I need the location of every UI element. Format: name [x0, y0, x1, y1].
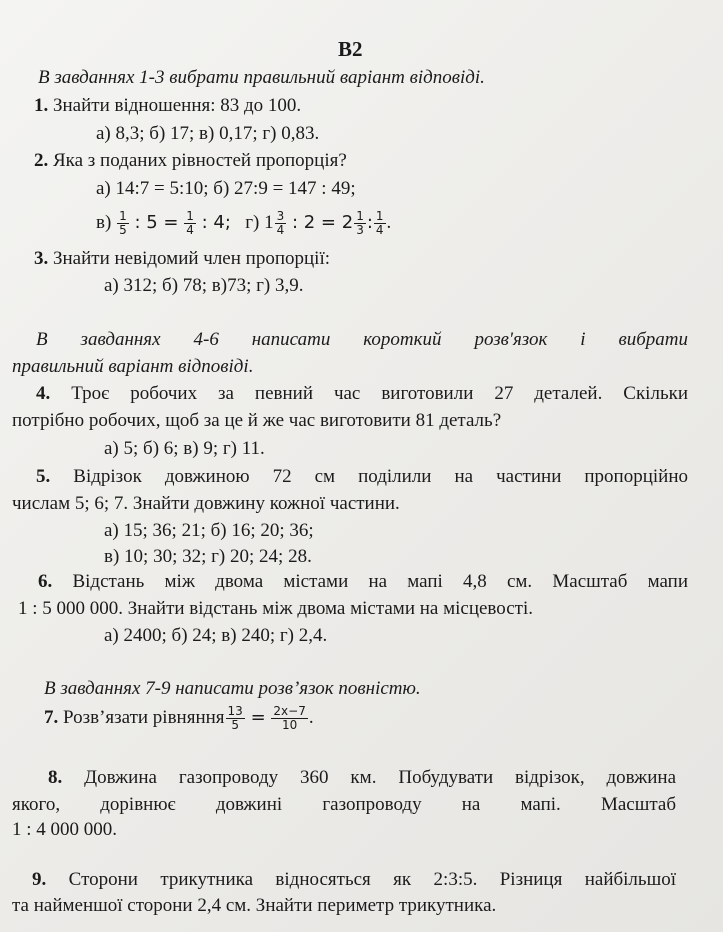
task-2-options-line1: а) 14:7 = 5:10; б) 27:9 = 147 : 49;: [96, 178, 356, 199]
option-v-fraction-2: $\frac{1}{4}$: [186, 209, 194, 238]
task-7-text: Розв’язати рівняння: [63, 707, 225, 728]
task-3: [34, 247, 330, 271]
task-4-line2: потрібно робочих, щоб за це й же час виготовити 81 деталь?: [12, 410, 502, 431]
task-3-number: 3.: [34, 248, 49, 269]
section2-instruction-line2: правильний варіант відповіді.: [12, 356, 254, 377]
option-v-fraction-1: $\frac{1}{5}$: [119, 209, 127, 238]
task-8-line1: 8. Довжина газопроводу 360 км. Побудувати відрізок, довжина: [48, 767, 676, 788]
task-4-number: 4.: [36, 383, 51, 404]
task-2-number: 2.: [34, 150, 49, 171]
section3-instruction: В завданнях 7-9 написати розв’язок повністю.: [44, 678, 421, 699]
option-v-label: в): [96, 212, 112, 233]
task-5-line1: 5. Відрізок довжиною 72 см поділили на частини пропорційно: [36, 466, 689, 487]
task-7-end: .: [308, 707, 314, 728]
option-g-middle: : 2 = 2: [291, 212, 354, 233]
task-7-equals: =: [250, 707, 266, 728]
section2-instruction-line1: В завданнях 4-6 написати короткий розв'язок і вибрати: [36, 329, 688, 350]
task-7-number: 7.: [44, 707, 59, 728]
task-1: [34, 94, 301, 118]
task-1-number: 1.: [34, 95, 49, 116]
option-v-end: : 4;: [201, 212, 231, 233]
option-g-end: .: [386, 212, 392, 233]
option-g-colon: :: [366, 212, 373, 233]
task-4-options: а) 5; б) 6; в) 9; г) 11.: [104, 438, 265, 459]
task-2: [34, 149, 347, 173]
task-8-line2: якого, дорівнює довжині газопроводу на мапі. Масштаб: [12, 794, 676, 815]
task-9-line2: та найменшої сторони 2,4 см. Знайти периметр трикутника.: [12, 895, 497, 916]
task-1-options: а) 8,3; б) 17; в) 0,17; г) 0,83.: [96, 123, 320, 144]
task-6-line2: 1 : 5 000 000. Знайти відстань між двома містами на місцевості.: [18, 598, 534, 619]
task-1-question: Знайти відношення: 83 до 100.: [53, 95, 302, 116]
option-g-fraction-1: $\frac{3}{4}$: [276, 209, 285, 238]
task-6-options: а) 2400; б) 24; в) 240; г) 2,4.: [104, 625, 328, 646]
task-5-options-line2: в) 10; 30; 32; г) 20; 24; 28.: [104, 546, 312, 567]
task-9-line1: 9. Сторони трикутника відносяться як 2:3:5. Різниця найбільшої: [32, 869, 676, 890]
option-g-fraction-3: $\frac{1}{4}$: [375, 209, 384, 238]
task-7-fraction-right: $\frac{2x-7}{10}$: [273, 704, 306, 733]
task-4-line1: 4. Троє робочих за певний час виготовили 27 деталей. Скільки: [36, 383, 689, 404]
task-8-number: 8.: [48, 767, 63, 788]
task-8-line3: 1 : 4 000 000.: [12, 819, 118, 840]
page-title: В2: [338, 37, 363, 61]
task-5-line2: числам 5; 6; 7. Знайти довжину кожної частини.: [12, 493, 400, 514]
task-5-options-line1: а) 15; 36; 21; б) 16; 20; 36;: [104, 520, 314, 541]
task-7-fraction-left: $\frac{13}{5}$: [227, 704, 243, 733]
task-7: [44, 700, 314, 736]
task-3-options: а) 312; б) 78; в)73; г) 3,9.: [104, 275, 304, 296]
task-5-number: 5.: [36, 466, 51, 487]
option-v-middle: : 5 =: [134, 212, 179, 233]
task-2-question: Яка з поданих рівностей пропорція?: [53, 150, 347, 171]
section1-instruction: В завданнях 1-3 вибрати правильний варіант відповіді.: [38, 67, 485, 88]
task-6-number: 6.: [38, 571, 53, 592]
task-2-options-line2: [96, 208, 391, 238]
option-g-fraction-2: $\frac{1}{3}$: [356, 209, 364, 238]
task-6-line1: 6. Відстань між двома містами на мапі 4,8 см. Масштаб мапи: [38, 571, 689, 592]
task-3-question: Знайти невідомий член пропорції:: [53, 248, 331, 269]
option-g-label: г) 1: [245, 212, 274, 233]
task-9-number: 9.: [32, 869, 47, 890]
